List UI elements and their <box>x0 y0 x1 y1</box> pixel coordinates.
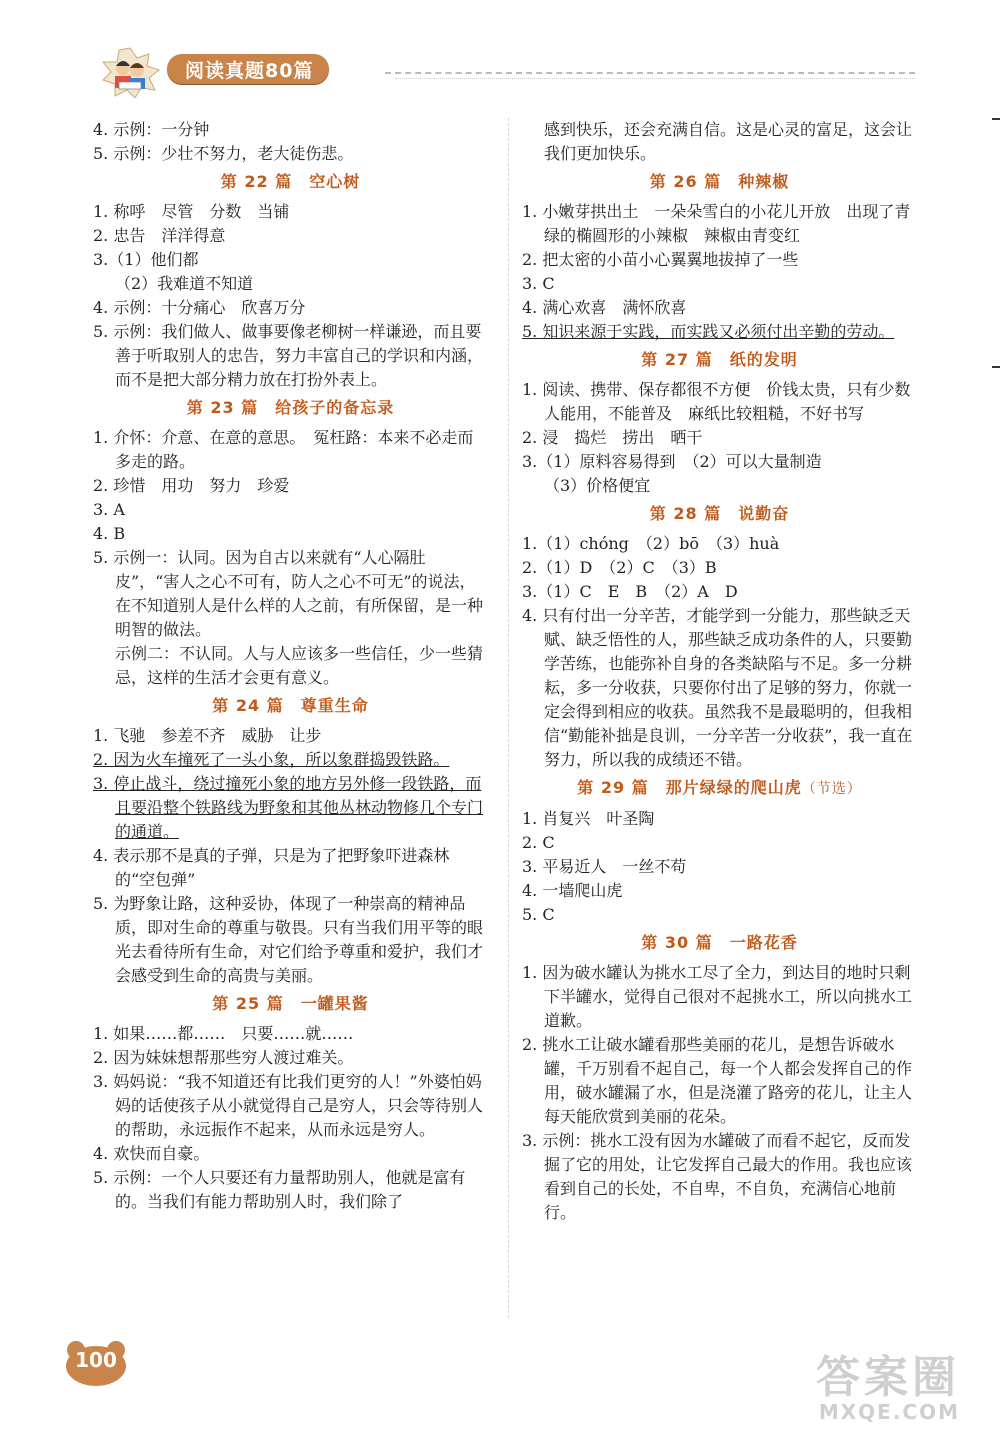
watermark <box>816 1352 960 1424</box>
answer-item: 5. 示例一：认同。因为自古以来就有“人心隔肚皮”，“害人之心不可有，防人之心不可无”的说法，在不知道别人是什么样的人之前，有所保留，是一种明智的做法。 <box>93 548 484 639</box>
section-title: 第 24 篇 尊重生命 <box>212 696 369 715</box>
section-title: 第 25 篇 一罐果酱 <box>212 994 369 1013</box>
section-heading <box>93 396 488 420</box>
answer-item: 2. 因为火车撞死了一头小象，所以象群捣毁铁路。 <box>93 750 450 769</box>
answer-subitem: 感到快乐，还会充满自信。这是心灵的富足，这会让我们更加快乐。 <box>544 120 913 163</box>
answer-item: 1. 小嫩芽拱出土 一朵朵雪白的小花儿开放 出现了青绿的椭圆形的小辣椒 辣椒由青变红 <box>522 202 911 245</box>
section-title: 第 26 篇 种辣椒 <box>649 172 790 191</box>
watermark-url: MXQE.COM <box>818 1400 960 1424</box>
book-title-banner <box>167 54 329 84</box>
answer-item: 2. 因为妹妹想帮那些穷人渡过难关。 <box>93 1048 354 1067</box>
answer-item: 3. 停止战斗，绕过撞死小象的地方另外修一段铁路，而且要沿整个铁路线为野象和其他丛林动物修几个专门的通道。 <box>93 774 484 841</box>
section-heading <box>522 348 917 372</box>
page-header <box>95 40 915 98</box>
answer-item: 4. 欢快而自豪。 <box>93 1144 210 1163</box>
answer-item: 3.（1）原料容易得到 （2）可以大量制造 <box>522 452 822 471</box>
answer-item: 5. 示例：少壮不努力，老大徒伤悲。 <box>93 144 354 163</box>
answer-item: 2. C <box>522 833 555 852</box>
section-title: 第 28 篇 说勤奋 <box>649 504 790 523</box>
section-heading <box>93 170 488 194</box>
edge-mark <box>992 366 1000 368</box>
answer-item: 1. 飞驰 参差不齐 威胁 让步 <box>93 726 322 745</box>
answer-item: 3. 示例：挑水工没有因为水罐破了而看不起它，反而发掘了它的用处，让它发挥自己最大的作用。我也应该看到自己的长处，不自卑，不自负，充满信心地前行。 <box>522 1131 913 1222</box>
answer-item: 3.（1）C E B （2）A D <box>522 582 738 601</box>
answer-item: 3.（1）他们都 <box>93 250 199 269</box>
answer-item: 2. 浸 捣烂 捞出 晒干 <box>522 428 703 447</box>
answer-item: 4. 示例：一分钟 <box>93 120 210 139</box>
answer-item: 1. 介怀：介意、在意的意思。 冤枉路：本来不必走而多走的路。 <box>93 428 474 471</box>
section-heading <box>522 931 917 955</box>
answer-item: 5. 示例：一个人只要还有力量帮助别人，他就是富有的。当我们有能力帮助别人时，我们除了 <box>93 1168 466 1211</box>
answer-item: 1. 肖复兴 叶圣陶 <box>522 809 655 828</box>
section-heading <box>93 992 488 1016</box>
header-rule <box>385 72 915 74</box>
section-title: 第 29 篇 那片绿绿的爬山虎 <box>577 778 802 797</box>
answer-item: 1.（1）chóng （2）bō （3）huà <box>522 534 780 553</box>
section-title: 第 22 篇 空心树 <box>220 172 361 191</box>
answer-item: 4. B <box>93 524 126 543</box>
edge-mark <box>992 118 1000 120</box>
answer-item: 5. 为野象让路，这种妥协，体现了一种崇高的精神品质，即对生命的尊重与敬畏。只有当我们用平等的眼光去看待所有生命，对它们给予尊重和爱护，我们才会感受到生命的高贵与美丽。 <box>93 894 484 985</box>
right-answer-column <box>522 118 917 1225</box>
answer-item: 4. 只有付出一分辛苦，才能学到一分能力，那些缺乏天赋、缺乏悟性的人，那些缺乏成功条件的人，只要勤学苦练，也能弥补自身的各类缺陷与不足。多一分耕耘，多一分收获，只要你付出了足够的努力，你就一定会得到相应的收获。虽然我不是最聪明的，但我相信“勤能补拙是良训，一分辛苦一分收获”，我一直在努力，所以我的成绩还不错。 <box>522 606 913 769</box>
answer-item: 1. 因为破水罐认为挑水工尽了全力，到达目的地时只剩下半罐水，觉得自己很对不起挑水工，所以向挑水工道歉。 <box>522 963 913 1030</box>
answer-item: 3. 妈妈说：“我不知道还有比我们更穷的人！”外婆怕妈妈的话使孩子从小就觉得自己是穷人，只会等待别人的帮助，永远振作不起来，从而永远是穷人。 <box>93 1072 484 1139</box>
book-title: 阅读真题80篇 <box>185 59 314 82</box>
answer-item: 1. 阅读、携带、保存都很不方便 价钱太贵，只有少数人能用，不能普及 麻纸比较粗糙，不好书写 <box>522 380 911 423</box>
section-heading <box>93 694 488 718</box>
reading-kids-icon <box>97 46 163 98</box>
answer-subitem: 示例二：不认同。人与人应该多一些信任，少一些猜忌，这样的生活才会更有意义。 <box>115 644 484 687</box>
answer-subitem: （3）价格便宜 <box>544 476 651 495</box>
answer-item: 3. A <box>93 500 125 519</box>
answer-item: 1. 称呼 尽管 分数 当铺 <box>93 202 290 221</box>
answer-item: 4. 示例：十分痛心 欣喜万分 <box>93 298 306 317</box>
answer-item: 4. 一墙爬山虎 <box>522 881 623 900</box>
answer-item: 2. 忠告 洋洋得意 <box>93 226 226 245</box>
answer-item: 5. 示例：我们做人、做事要像老柳树一样谦逊，而且要善于听取别人的忠告，努力丰富自己的学识和内涵，而不是把大部分精力放在打扮外表上。 <box>93 322 484 389</box>
section-heading <box>522 170 917 194</box>
answer-item: 2.（1）D （2）C （3）B <box>522 558 717 577</box>
section-heading <box>522 776 917 801</box>
page-number-badge <box>62 1340 130 1388</box>
answer-item: 4. 表示那不是真的子弹，只是为了把野象吓进森林的“空包弹” <box>93 846 450 889</box>
left-answer-column <box>93 118 488 1214</box>
section-note: （节选） <box>801 781 862 797</box>
watermark-main: 答案圈 <box>816 1352 960 1403</box>
answer-item: 3. C <box>522 274 555 293</box>
section-title: 第 27 篇 纸的发明 <box>641 350 798 369</box>
header-rule-dotted <box>395 78 915 79</box>
answer-item: 3. 平易近人 一丝不苟 <box>522 857 687 876</box>
section-title: 第 23 篇 给孩子的备忘录 <box>186 398 395 417</box>
answer-item: 5. C <box>522 905 555 924</box>
answer-item: 2. 珍惜 用功 努力 珍爱 <box>93 476 290 495</box>
column-divider <box>508 118 509 1318</box>
section-heading <box>522 502 917 526</box>
answer-item: 2. 把太密的小苗小心翼翼地拔掉了一些 <box>522 250 799 269</box>
answer-subitem: （2）我难道不知道 <box>115 274 254 293</box>
section-title: 第 30 篇 一路花香 <box>641 933 798 952</box>
answer-item: 1. 如果……都…… 只要……就…… <box>93 1024 354 1043</box>
answer-item: 4. 满心欢喜 满怀欣喜 <box>522 298 687 317</box>
answer-item: 5. 知识来源于实践，而实践又必须付出辛勤的劳动。 <box>522 322 895 341</box>
page-number: 100 <box>75 1348 117 1372</box>
answer-item: 2. 挑水工让破水罐看那些美丽的花儿，是想告诉破水罐，千万别看不起自己，每一个人都会发挥自己的作用，破水罐漏了水，但是浇灌了路旁的花儿，让主人每天能欣赏到美丽的花朵。 <box>522 1035 913 1126</box>
